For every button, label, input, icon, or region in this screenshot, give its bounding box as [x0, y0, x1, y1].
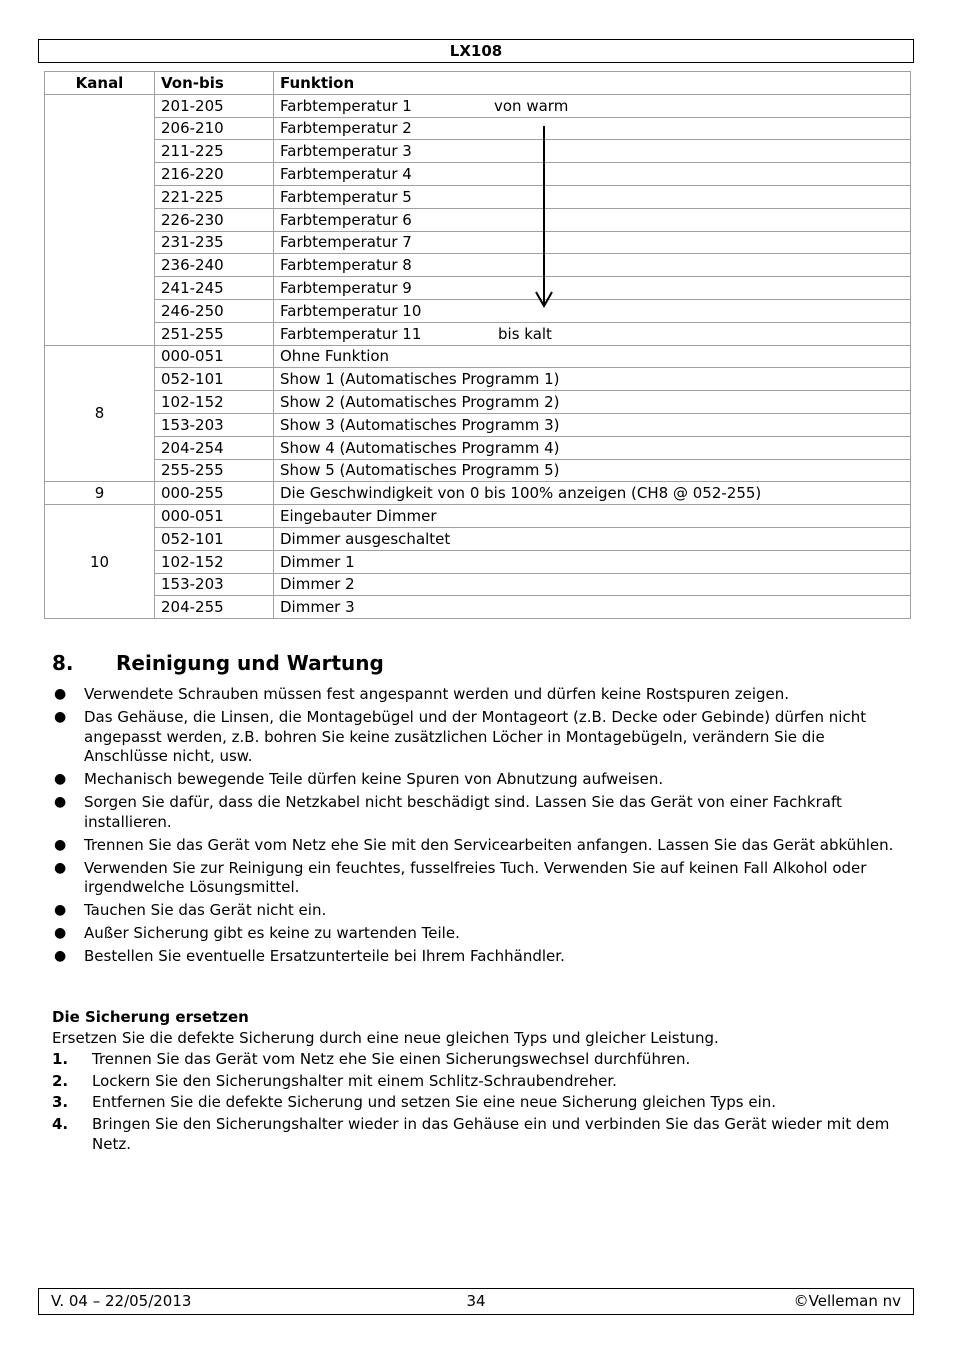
- bullet-dot-icon: ●: [54, 794, 67, 810]
- kanal-cell: [45, 94, 155, 345]
- range-cell: 204-254: [155, 436, 274, 459]
- function-text: Show 1 (Automatisches Programm 1): [280, 370, 560, 389]
- function-cell: [274, 527, 911, 550]
- function-cell: [274, 277, 911, 300]
- kanal-cell: 8: [45, 345, 155, 482]
- range-cell: 226-230: [155, 208, 274, 231]
- table-row: [45, 322, 911, 345]
- range-cell: 102-152: [155, 550, 274, 573]
- function-cell: [274, 550, 911, 573]
- step-text: Entfernen Sie die defekte Sicherung und setzen Sie eine neue Sicherung gleichen Typs ein.: [92, 1093, 777, 1112]
- footer-version: V. 04 – 22/05/2013: [51, 1292, 192, 1310]
- function-text: Farbtemperatur 7: [280, 233, 412, 252]
- function-cell: [274, 413, 911, 436]
- function-cell: [274, 345, 911, 368]
- bullet-text: Bestellen Sie eventuelle Ersatzunterteile bei Ihrem Fachhändler.: [84, 947, 565, 965]
- range-cell: 251-255: [155, 322, 274, 345]
- range-cell: 236-240: [155, 254, 274, 277]
- step-text: Lockern Sie den Sicherungshalter mit einem Schlitz-Schraubendreher.: [92, 1071, 617, 1090]
- range-cell: 221-225: [155, 185, 274, 208]
- step-number: 2.: [52, 1071, 69, 1090]
- table-header-row: [45, 72, 911, 95]
- bullet-text: Außer Sicherung gibt es keine zu wartenden Teile.: [84, 924, 460, 942]
- table-row: [45, 391, 911, 414]
- footer-copyright: ©Velleman nv: [793, 1292, 901, 1310]
- function-cell: [274, 482, 911, 505]
- step-item: [52, 1071, 902, 1091]
- list-item: [52, 770, 900, 790]
- function-text: Dimmer 2: [280, 575, 355, 594]
- table-row: [45, 596, 911, 619]
- step-number: 1.: [52, 1050, 69, 1068]
- list-item: [52, 859, 900, 898]
- footer-page-number: 34: [466, 1292, 486, 1310]
- function-cell: [274, 231, 911, 254]
- range-cell: 255-255: [155, 459, 274, 482]
- table-row: [45, 163, 911, 186]
- function-text: Dimmer 3: [280, 598, 355, 617]
- step-item: [52, 1092, 902, 1112]
- range-annotation: von warm: [494, 96, 569, 115]
- step-text: Bringen Sie den Sicherungshalter wieder in das Gehäuse ein und verbinden Sie das Gerät wieder mit dem Netz.: [92, 1114, 890, 1153]
- table-row: [45, 368, 911, 391]
- function-cell: [274, 596, 911, 619]
- bullet-dot-icon: ●: [54, 771, 67, 787]
- table-row: [45, 573, 911, 596]
- list-item: [52, 924, 900, 944]
- bullet-text: Sorgen Sie dafür, dass die Netzkabel nicht beschädigt sind. Lassen Sie das Gerät von einer Fachkraft installieren.: [84, 793, 842, 831]
- step-item: [52, 1049, 902, 1069]
- step-number: 3.: [52, 1093, 69, 1112]
- function-text: Show 3 (Automatisches Programm 3): [280, 415, 560, 434]
- bullet-text: Das Gehäuse, die Linsen, die Montagebügel und der Montageort (z.B. Decke oder Gebinde) dürfen nicht angepasst werden, z.B. bohren Sie keine zusätzlichen Löcher in Montagebügeln, verändern Sie die Anschlüsse nicht, usw.: [84, 708, 867, 765]
- bullet-text: Verwendete Schrauben müssen fest angespannt werden und dürfen keine Rostspuren zeigen.: [84, 685, 790, 703]
- bullet-text: Mechanisch bewegende Teile dürfen keine Spuren von Abnutzung aufweisen.: [84, 770, 664, 788]
- bullet-text: Trennen Sie das Gerät vom Netz ehe Sie mit den Servicearbeiten anfangen. Lassen Sie das Gerät abkühlen.: [84, 835, 894, 854]
- range-cell: 201-205: [155, 94, 274, 117]
- function-cell: [274, 140, 911, 163]
- range-cell: 211-225: [155, 140, 274, 163]
- maintenance-bullet-list: [52, 685, 900, 970]
- bullet-dot-icon: ●: [54, 902, 67, 918]
- list-item: [52, 947, 900, 967]
- range-cell: 000-051: [155, 505, 274, 528]
- range-cell: 216-220: [155, 163, 274, 186]
- range-cell: 204-255: [155, 596, 274, 619]
- function-cell: [274, 185, 911, 208]
- function-text: Farbtemperatur 1: [280, 96, 412, 115]
- function-cell: [274, 299, 911, 322]
- step-text: Trennen Sie das Gerät vom Netz ehe Sie einen Sicherungswechsel durchführen.: [92, 1050, 691, 1068]
- function-text: Eingebauter Dimmer: [280, 507, 437, 526]
- function-text: Die Geschwindigkeit von 0 bis 100% anzeigen (CH8 @ 052-255): [280, 484, 762, 503]
- bullet-dot-icon: ●: [54, 836, 67, 853]
- table-row: [45, 231, 911, 254]
- function-cell: [274, 459, 911, 482]
- kanal-cell: 9: [45, 482, 155, 505]
- dmx-channel-table: [44, 71, 911, 619]
- bullet-dot-icon: ●: [54, 925, 67, 941]
- function-cell: [274, 436, 911, 459]
- range-cell: 052-101: [155, 527, 274, 550]
- table-row: [45, 550, 911, 573]
- section-heading: [52, 650, 384, 676]
- range-cell: 000-255: [155, 482, 274, 505]
- table-row: [45, 94, 911, 117]
- bullet-text: Verwenden Sie zur Reinigung ein feuchtes, fusselfreies Tuch. Verwenden Sie auf keinen Fall Alkohol oder irgendwelche Lösungsmittel.: [84, 858, 867, 896]
- section-number: 8.: [52, 651, 74, 675]
- step-item: [52, 1114, 902, 1154]
- table-row: [45, 413, 911, 436]
- range-cell: 231-235: [155, 231, 274, 254]
- list-item: [52, 901, 900, 921]
- range-cell: 206-210: [155, 117, 274, 140]
- function-cell: [274, 254, 911, 277]
- function-text: Farbtemperatur 10: [280, 301, 422, 320]
- document-footer: [38, 1288, 914, 1315]
- col-header-funktion: Funktion: [274, 72, 911, 95]
- list-item: [52, 836, 900, 856]
- table-row: [45, 277, 911, 300]
- function-text: Farbtemperatur 3: [280, 142, 412, 161]
- function-text: Show 5 (Automatisches Programm 5): [280, 461, 560, 480]
- table-row: [45, 436, 911, 459]
- function-cell: [274, 208, 911, 231]
- table-row: [45, 505, 911, 528]
- col-header-kanal: Kanal: [45, 72, 155, 95]
- function-text: Farbtemperatur 6: [280, 210, 412, 229]
- fuse-subheading: Die Sicherung ersetzen: [52, 1008, 249, 1026]
- list-item: [52, 793, 900, 832]
- table-row: [45, 459, 911, 482]
- bullet-dot-icon: ●: [54, 948, 67, 964]
- range-annotation: bis kalt: [498, 324, 552, 343]
- bullet-dot-icon: ●: [54, 686, 67, 702]
- function-text: Farbtemperatur 5: [280, 187, 412, 206]
- function-cell: [274, 368, 911, 391]
- function-cell: [274, 391, 911, 414]
- range-cell: 102-152: [155, 391, 274, 414]
- function-text: Dimmer ausgeschaltet: [280, 529, 451, 548]
- range-cell: 052-101: [155, 368, 274, 391]
- function-text: Farbtemperatur 11: [280, 324, 422, 343]
- range-cell: 000-051: [155, 345, 274, 368]
- arrow-down-icon: [528, 124, 558, 310]
- function-cell: [274, 94, 911, 117]
- section-title: Reinigung und Wartung: [116, 651, 384, 675]
- function-cell: [274, 163, 911, 186]
- fuse-intro: Ersetzen Sie die defekte Sicherung durch eine neue gleichen Typs und gleicher Leistung.: [52, 1029, 719, 1047]
- step-number: 4.: [52, 1114, 69, 1133]
- function-text: Farbtemperatur 9: [280, 279, 412, 298]
- list-item: [52, 708, 900, 767]
- range-cell: 246-250: [155, 299, 274, 322]
- table-row: [45, 117, 911, 140]
- fuse-steps-list: [52, 1049, 902, 1155]
- kanal-cell: 10: [45, 505, 155, 619]
- bullet-text: Tauchen Sie das Gerät nicht ein.: [84, 901, 327, 919]
- function-text: Farbtemperatur 2: [280, 119, 412, 138]
- function-text: Farbtemperatur 8: [280, 256, 412, 275]
- model-title: LX108: [449, 42, 503, 60]
- table-row: [45, 140, 911, 163]
- table-body: [45, 94, 911, 618]
- range-cell: 153-203: [155, 573, 274, 596]
- range-cell: 241-245: [155, 277, 274, 300]
- bullet-dot-icon: ●: [54, 859, 67, 876]
- function-text: Show 4 (Automatisches Programm 4): [280, 438, 560, 457]
- range-cell: 153-203: [155, 413, 274, 436]
- table-row: [45, 482, 911, 505]
- function-cell: [274, 573, 911, 596]
- table-row: [45, 254, 911, 277]
- function-text: Dimmer 1: [280, 552, 355, 571]
- table-row: [45, 208, 911, 231]
- table-row: [45, 527, 911, 550]
- list-item: [52, 685, 900, 705]
- function-text: Show 2 (Automatisches Programm 2): [280, 393, 560, 412]
- function-text: Farbtemperatur 4: [280, 165, 412, 184]
- table-row: [45, 299, 911, 322]
- function-cell: [274, 117, 911, 140]
- function-cell: [274, 505, 911, 528]
- document-header: [38, 39, 914, 63]
- col-header-von-bis: Von-bis: [155, 72, 274, 95]
- function-text: Ohne Funktion: [280, 347, 390, 366]
- function-cell: [274, 322, 911, 345]
- table-row: [45, 345, 911, 368]
- bullet-dot-icon: ●: [54, 709, 67, 725]
- table-row: [45, 185, 911, 208]
